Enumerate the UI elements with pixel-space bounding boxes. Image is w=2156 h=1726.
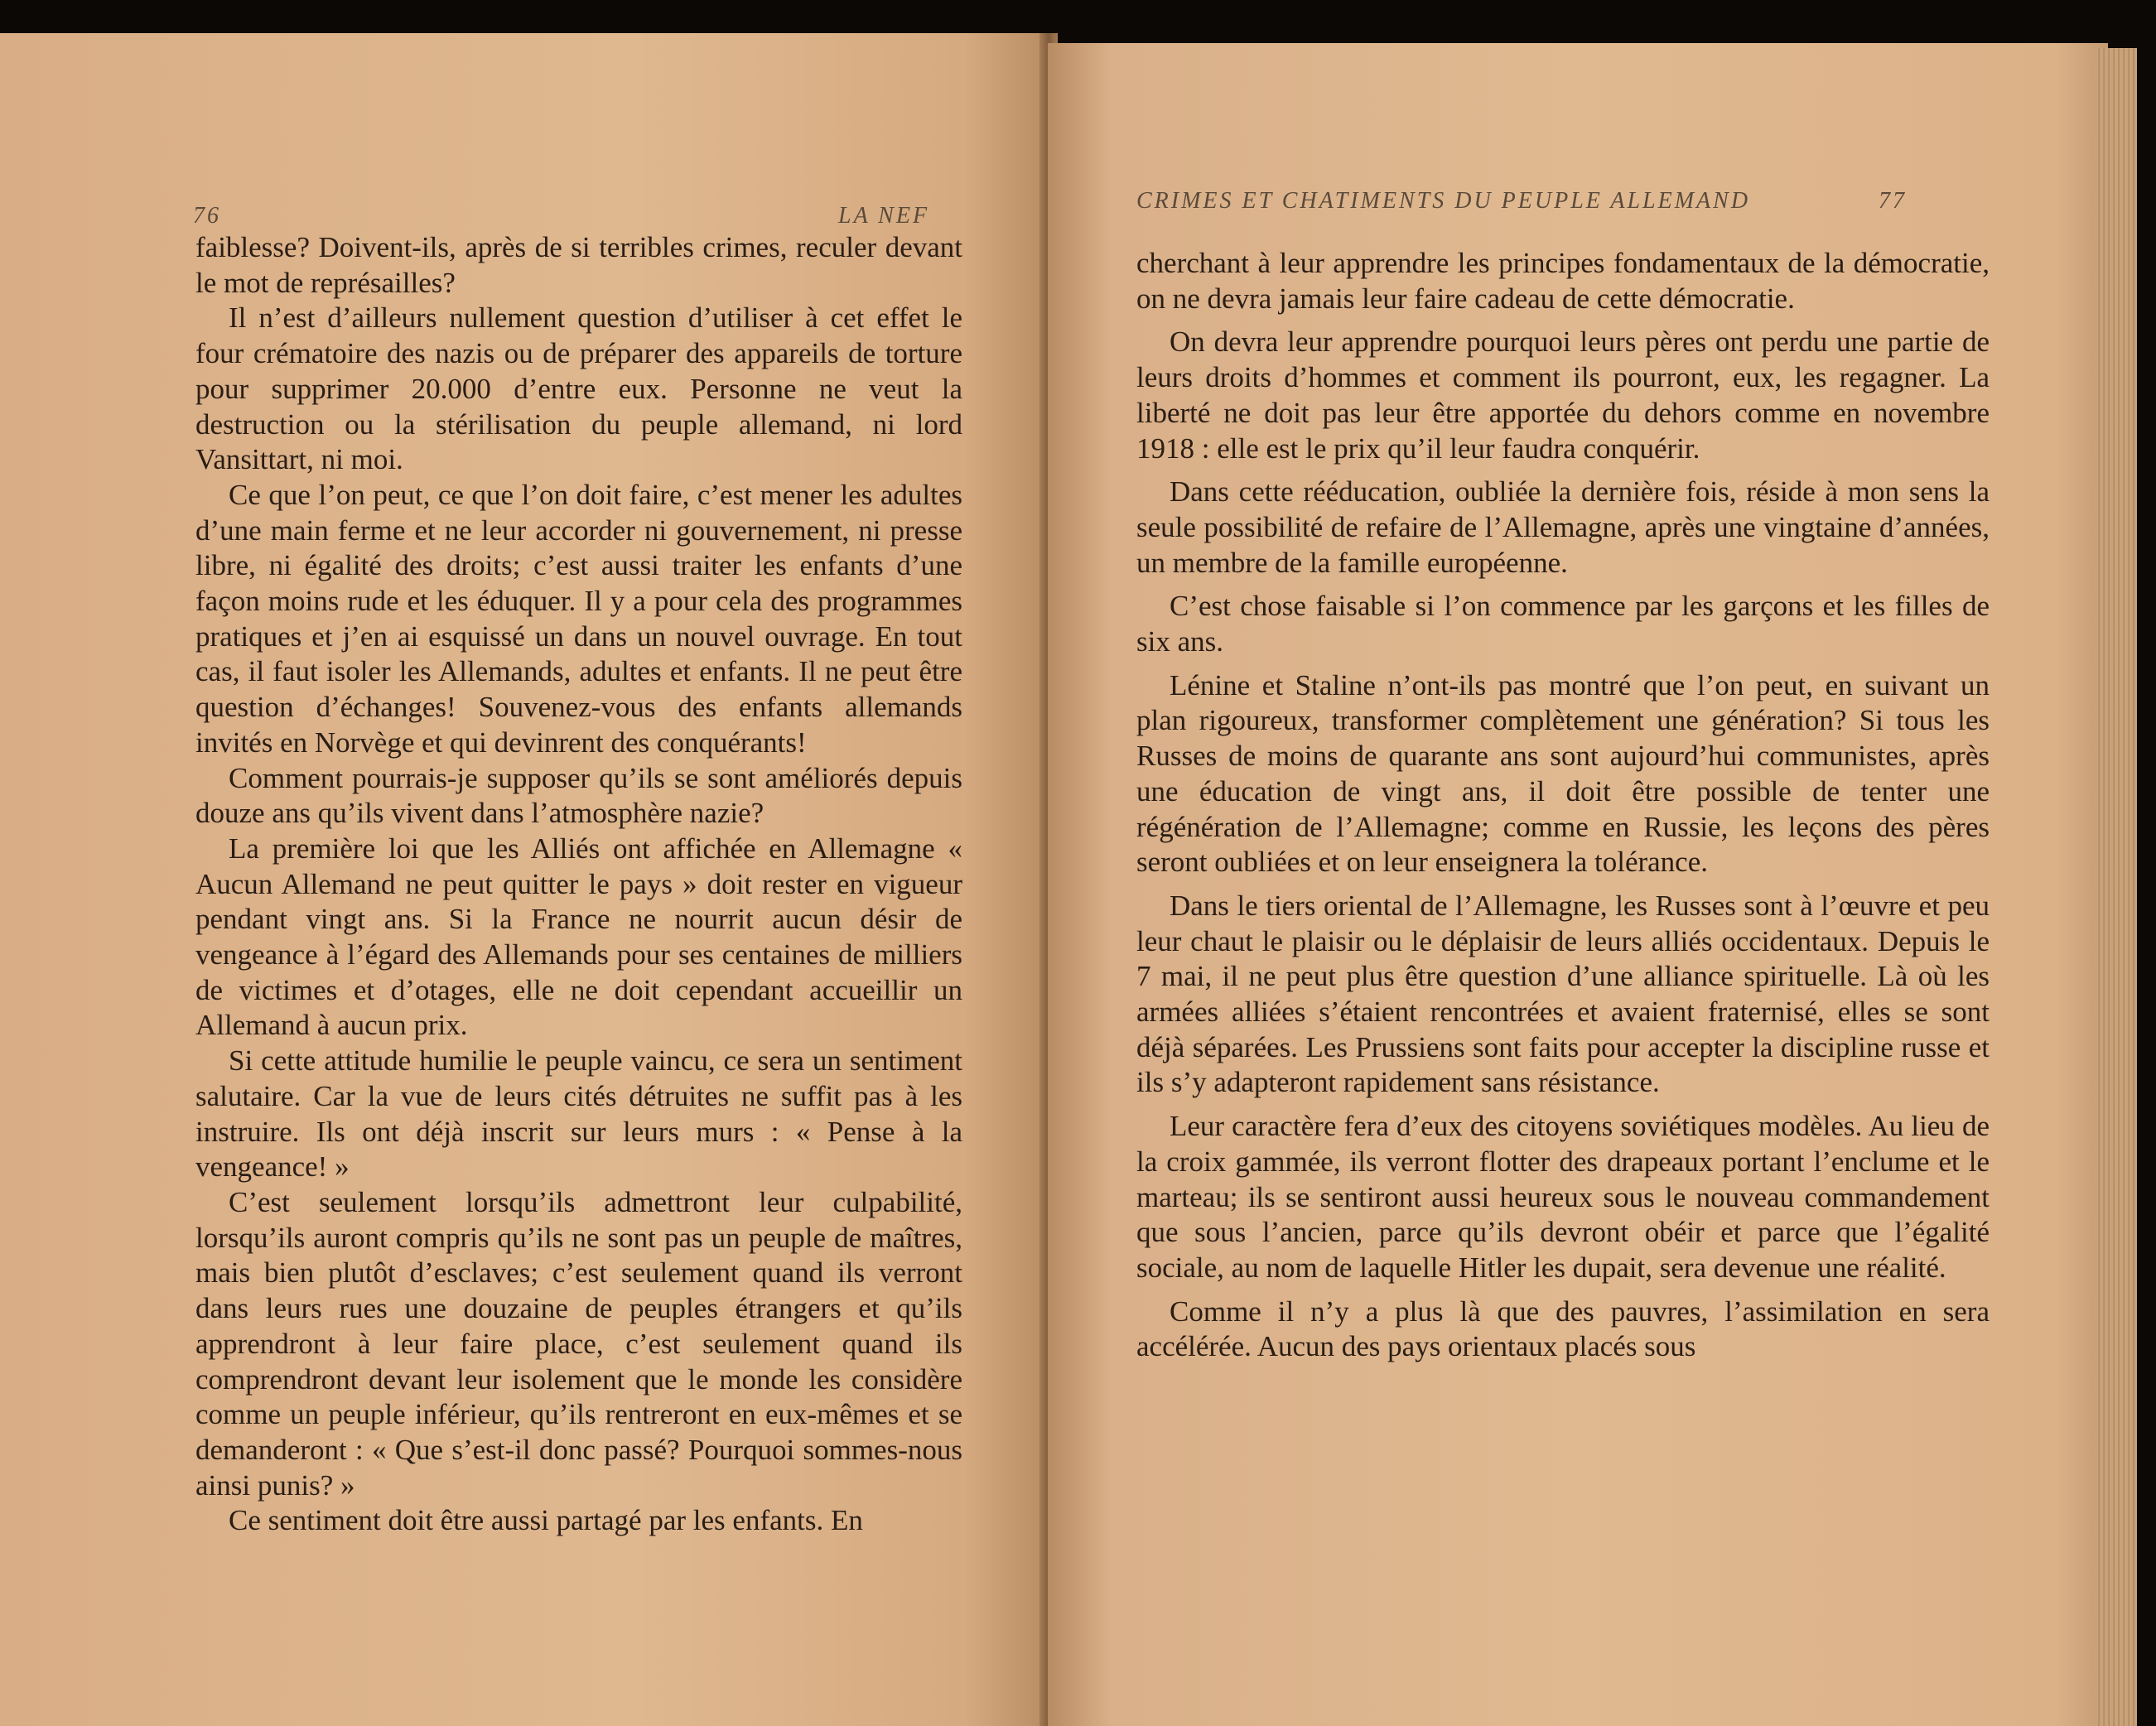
paragraph: Leur caractère fera d’eux des citoyens soviétiques modèles. Au lieu de la croix gammée, ils verront flotter des drapeaux portant l’enclume et le marteau; ils se sentiront aussi heureux sous le nouveau commandement que sous l’ancien, parce qu’ils devront obéir et parce que l’égalité sociale, au nom de laquelle Hitler les dupait, sera devenue une réalité. <box>1136 1110 1990 1284</box>
paragraph: C’est chose faisable si l’on commence par les garçons et les filles de six ans. <box>1136 590 1990 658</box>
running-head-right: CRIMES ET CHATIMENTS DU PEUPLE ALLEMAND <box>1136 188 1751 214</box>
paragraph: La première loi que les Alliés ont affichée en Allemagne « Aucun Allemand ne peut quitter le pays » doit rester en vigueur pendant vingt ans. Si la France ne nourrit aucun désir de vengeance à l’égard des Allemands pour ses centaines de milliers de victimes et d’otages, elle ne doit cependant accueillir un Allemand à aucun prix. <box>195 832 962 1042</box>
torn-top-edge <box>1048 0 2108 50</box>
paragraph: Lénine et Staline n’ont-ils pas montré que l’on peut, en suivant un plan rigoureux, transformer complètement une génération? Si tous les Russes de moins de quarante ans sont aujourd’hui communistes, après une éducation de vingt ans, il doit être possible de tenter une régénération de l’Allemagne; comme en Russie, les leçons des pères seront oubliées et on leur enseignera la tolérance. <box>1136 668 1990 879</box>
page-number-left: 76 <box>193 203 221 229</box>
paragraph: faiblesse? Doivent-ils, après de si terribles crimes, reculer devant le mot de représailles? <box>195 231 962 299</box>
page-edges <box>2096 48 2137 1726</box>
right-page-text <box>1136 246 1990 1373</box>
running-head-left: LA NEF <box>838 203 930 229</box>
paragraph: Dans cette rééducation, oubliée la dernière fois, réside à mon sens la seule possibilité de refaire de l’Allemagne, après une vingtaine d’années, un membre de la famille européenne. <box>1136 475 1990 579</box>
paragraph: On devra leur apprendre pourquoi leurs pères ont perdu une partie de leurs droits d’hommes et comment ils pourront, eux, les regagner. La liberté ne doit pas leur être apportée du dehors comme en novembre 1918 : elle est le prix qu’il leur faudra conquérir. <box>1136 325 1990 465</box>
left-page-text <box>195 230 962 1539</box>
left-page <box>0 33 1048 1726</box>
right-page <box>1048 43 2108 1726</box>
paragraph: Ce que l’on peut, ce que l’on doit faire, c’est mener les adultes d’une main ferme et ne leur accorder ni gouvernement, ni presse libre, ni égalité des droits; c’est aussi traiter les enfants d’une façon moins rude et les éduquer. Il y a pour cela des programmes pratiques et j’en ai esquissé un dans un nouvel ouvrage. En tout cas, il faut isoler les Allemands, adultes et enfants. Il ne peut être question d’échanges! Souvenez-vous des enfants allemands invités en Norvège et qui devinrent des conquérants! <box>195 478 962 759</box>
paragraph: Si cette attitude humilie le peuple vaincu, ce sera un sentiment salutaire. Car la vue de leurs cités détruites ne suffit pas à les instruire. Ils ont déjà inscrit sur leurs murs : « Pense à la vengeance! » <box>195 1044 962 1184</box>
paragraph: cherchant à leur apprendre les principes fondamentaux de la démocratie, on ne devra jamais leur faire cadeau de cette démocratie. <box>1136 247 1990 315</box>
paragraph: Comme il n’y a plus là que des pauvres, l’assimilation en sera accélérée. Aucun des pays orientaux placés sous <box>1136 1294 1990 1363</box>
paragraph: C’est seulement lorsqu’ils admettront leur culpabilité, lorsqu’ils auront compris qu’ils ne sont pas un peuple de maîtres, mais bien plutôt d’esclaves; c’est seulement quand ils verront dans leurs rues une douzaine de peuples étrangers et qu’ils apprendront à leur faire place, c’est seulement quand ils comprendront devant leur isolement que le monde les considère comme un peuple inférieur, qu’ils rentreront en eux-mêmes et se demanderont : « Que s’est-il donc passé? Pourquoi sommes-nous ainsi punis? » <box>195 1185 962 1502</box>
paragraph: Dans le tiers oriental de l’Allemagne, les Russes sont à l’œuvre et peu leur chaut le plaisir ou le déplaisir de leurs alliés occidentaux. Depuis le 7 mai, il ne peut plus être question d’une alliance spirituelle. Là où les armées alliées s’étaient rencontrées et avaient fraternisé, elles se sont déjà séparées. Les Prussiens sont faits pour accepter la discipline russe et ils s’y adapteront rapidement sans résistance. <box>1136 889 1990 1099</box>
paragraph: Comment pourrais-je supposer qu’ils se sont améliorés depuis douze ans qu’ils vivent dans l’atmosphère nazie? <box>195 761 962 830</box>
paragraph: Il n’est d’ailleurs nullement question d’utiliser à cet effet le four crématoire des nazis ou de préparer des appareils de torture pour supprimer 20.000 d’entre eux. Personne ne veut la destruction ou la stérilisation du peuple allemand, ni lord Vansittart, ni moi. <box>195 301 962 476</box>
page-number-right: 77 <box>1879 188 1907 214</box>
paragraph: Ce sentiment doit être aussi partagé par les enfants. En <box>229 1504 863 1537</box>
